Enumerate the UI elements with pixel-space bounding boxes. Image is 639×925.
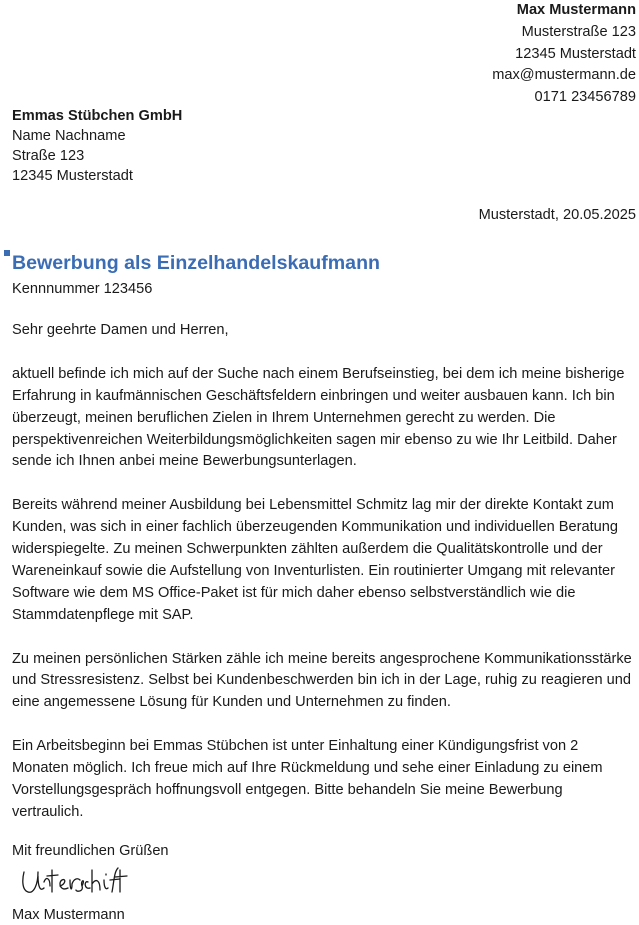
recipient-city: 12345 Musterstadt [12, 168, 133, 184]
recipient-contact: Name Nachname [12, 128, 126, 144]
body-paragraph: aktuell befinde ich mich auf der Suche nach einem Berufseinstieg, bei dem ich meine bisherige Erfahrung in kaufmännischen Geschäftsfeldern einbringen und weiter ausbauen kann. Ich bin überzeugt, meinen beruflichen Zielen in Ihrem Unternehmen gerecht zu werden. Die perspektivenreichen Weiterbildungsmöglichkeiten sagen mir ebenso zu wie Ihr Leitbild. Daher sende ich Ihnen anbei meine Bewerbungsunterlagen. [12, 365, 625, 470]
reference-number: Kennnummer 123456 [12, 281, 153, 297]
sender-email: max@mustermann.de [492, 67, 636, 84]
signer-name: Max Mustermann [12, 907, 125, 923]
date-line: Musterstadt, 20.05.2025 [478, 207, 636, 223]
body-paragraph: Bereits während meiner Ausbildung bei Lebensmittel Schmitz lag mir der direkte Kontakt zum Kunden, was sich in einer fachlich überzeugenden Kommunikation und individuellen Beratung widerspiegelte. Zu meinen Schwerpunkten zählten außerdem die Qualitätskontrolle und der Wareneinkauf sowie die Aufstellung von Inventurlisten. Ein routinierter Umgang mit relevanter Software wie dem MS Office-Paket ist für mich daher ebenso selbstverständlich wie die Stammdatenpflege mit SAP. [12, 497, 619, 623]
body-paragraph: Ein Arbeitsbeginn bei Emmas Stübchen ist unter Einhaltung einer Kündigungsfrist von 2 Monaten möglich. Ich freue mich auf Ihre Rückmeldung und sehe einer Einladung zu einem Vorstellungsgespräch hoffnungsvoll entgegen. Bitte behandeln Sie meine Bewerbung vertraulich. [12, 738, 603, 820]
closing-phrase: Mit freundlichen Grüßen [12, 843, 169, 859]
sender-street: Musterstraße 123 [521, 23, 636, 40]
sender-city: 12345 Musterstadt [515, 45, 636, 62]
body-paragraph: Zu meinen persönlichen Stärken zähle ich meine bereits angesprochene Kommunikationsstärke und Stressresistenz. Selbst bei Kundenbeschwerden bin ich in der Lage, ruhig zu reagieren und eine angemessene Lösung für Kunden und Unternehmen zu finden. [12, 650, 632, 711]
recipient-street: Straße 123 [12, 148, 85, 164]
subject-marker [4, 250, 10, 256]
sender-phone: 0171 23456789 [534, 89, 636, 106]
recipient-company: Emmas Stübchen GmbH [12, 108, 183, 124]
recipient-block [12, 106, 182, 186]
salutation: Sehr geehrte Damen und Herren, [12, 322, 229, 338]
sender-block [492, 0, 636, 109]
letter-body [12, 320, 634, 846]
subject-line: Bewerbung als Einzelhandelskaufmann [12, 252, 381, 274]
handwritten-signature [14, 862, 139, 902]
sender-name: Max Mustermann [516, 2, 636, 18]
